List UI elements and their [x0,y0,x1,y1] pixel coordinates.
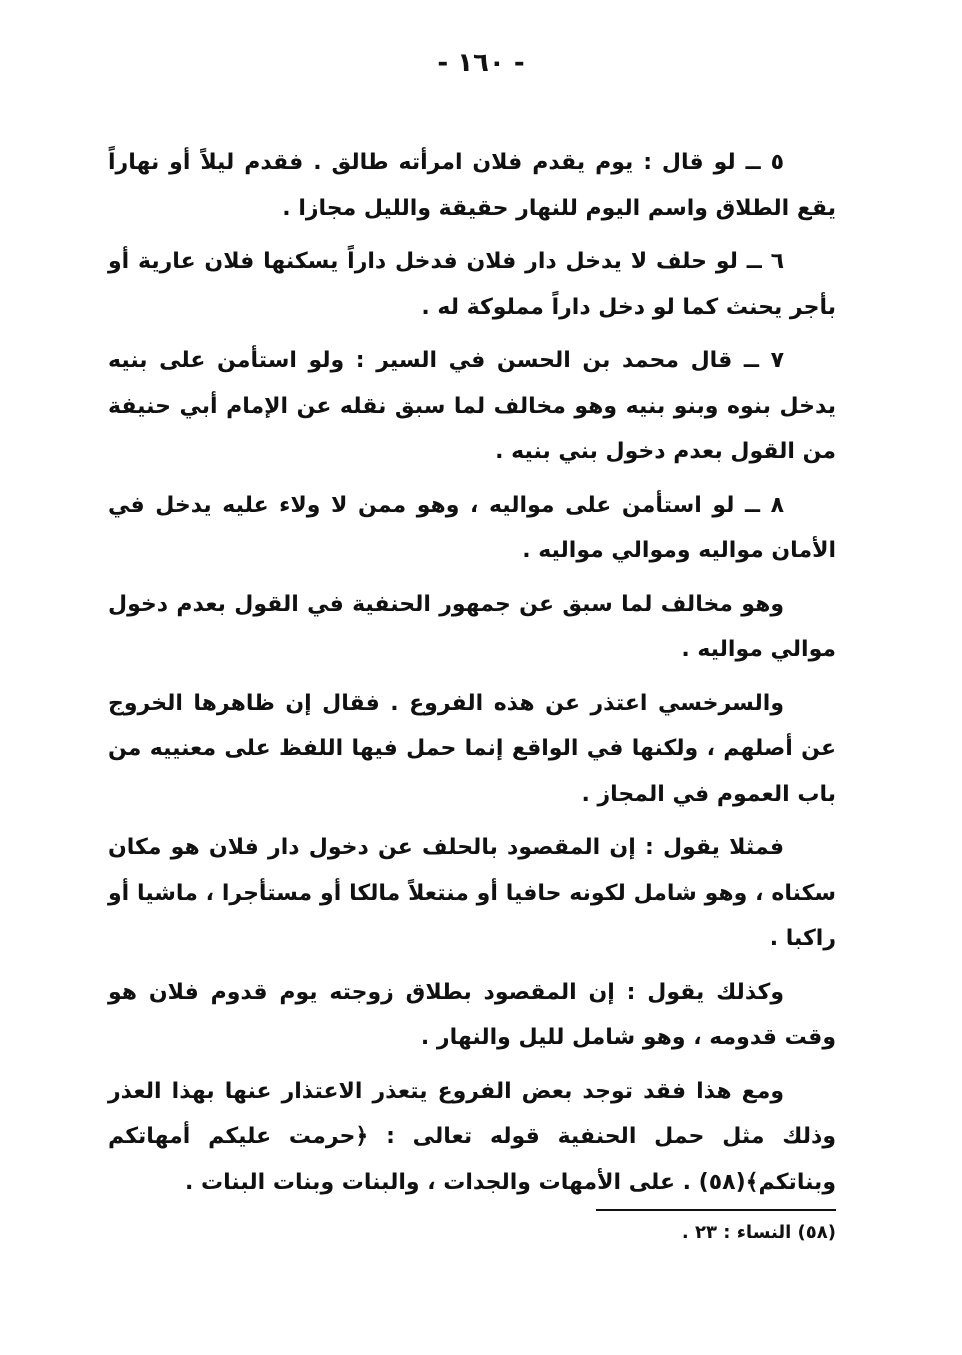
paragraph-example-1: فمثلا يقول : إن المقصود بالحلف عن دخول دار فلان هو مكان سكناه ، وهو شامل لكونه حافيا أو منتعلاً مالكا أو مستأجرا ، ماشيا أو راكبا . [108,835,836,951]
paragraph-example-2: وكذلك يقول : إن المقصود بطلاق زوجته يوم قدوم فلان هو وقت قدومه ، وهو شامل لليل والنهار . [108,979,836,1050]
paragraph-sarakhsi: والسرخسي اعتذر عن هذه الفروع . فقال إن ظاهرها الخروج عن أصلهم ، ولكنها في الواقع إنما حمل فيها اللفظ على معنييه من باب العموم في المجاز . [108,690,836,807]
paragraph-7: ٧ ــ قال محمد بن الحسن في السير : ولو استأمن على بنيه يدخل بنوه وبنو بنيه وهو مخالف لما سبق نقله عن الإمام أبي حنيفة من القول بعدم دخول بني بنيه . [108,348,836,464]
paragraph-6: ٦ ــ لو حلف لا يدخل دار فلان فدخل داراً يسكنها فلان عارية أو بأجر يحنث كما لو دخل داراً مملوكة له . [108,249,836,320]
page-number: - ١٦٠ - [437,48,525,78]
paragraph-exception: ومع هذا فقد توجد بعض الفروع يتعذر الاعتذار عنها بهذا العذر وذلك مثل حمل الحنفية قوله تعالى : ﴿حرمت عليكم أمهاتكم وبناتكم﴾(٥٨) . على الأمهات والجدات ، والبنات وبنات البنات . [108,1078,836,1195]
paragraph-comment: وهو مخالف لما سبق عن جمهور الحنفية في القول بعدم دخول موالي مواليه . [108,591,836,662]
footnote: (٥٨) النساء : ٢٣ . [681,1222,836,1243]
paragraph-5: ٥ ــ لو قال : يوم يقدم فلان امرأته طالق . فقدم ليلاً أو نهاراً يقع الطلاق واسم اليوم للنهار حقيقة والليل مجازا . [108,150,836,221]
paragraph-8: ٨ ــ لو استأمن على مواليه ، وهو ممن لا ولاء عليه يدخل في الأمان مواليه وموالي مواليه . [108,492,836,563]
footnote-divider [596,1209,836,1211]
main-text [108,140,836,1213]
